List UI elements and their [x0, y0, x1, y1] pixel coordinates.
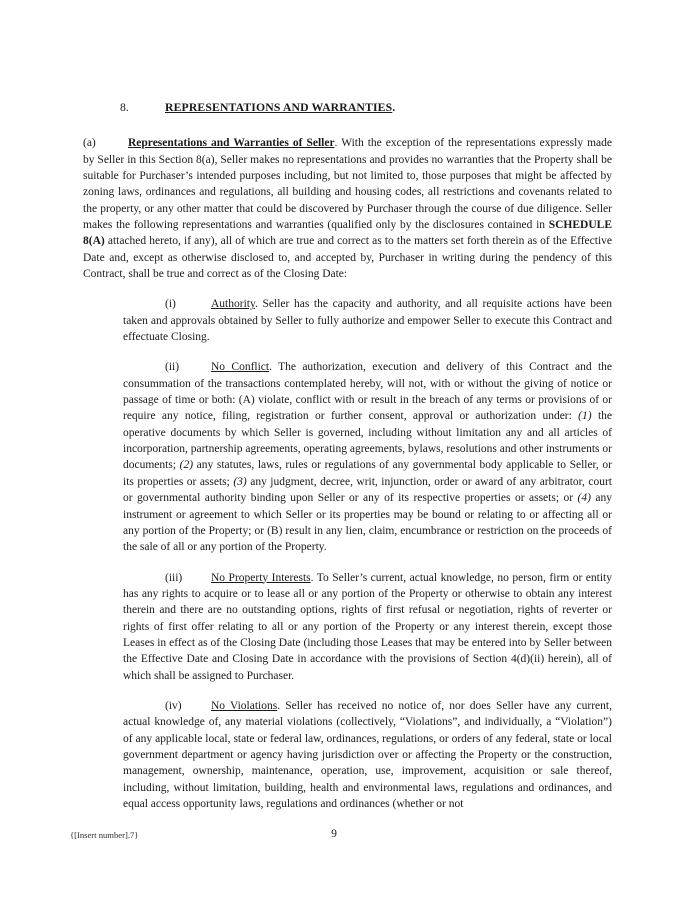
- subsection-ii-body-3: any statutes, laws, rules or regulations of any governmental body applicable to Seller, or its properties or assets;: [123, 459, 612, 488]
- subsection-iii-heading: No Property Interests: [211, 571, 311, 584]
- section-heading: [83, 100, 612, 116]
- subsection-i-body: . Seller has the capacity and authority, and all requisite actions have been taken and approvals obtained by Seller to fully authorize and empower Seller to execute this Contract and effectuate Closing.: [123, 298, 612, 344]
- subsection-ii-body-2: the operative documents by which Seller is governed, including without limitation any and all articles of incorporation, partnership agreements, operating agreements, bylaws, resolutions and other instruments or documents;: [123, 410, 612, 472]
- subsection-iv: [83, 698, 612, 812]
- subsection-ii: [83, 359, 612, 555]
- subsection-ii-item-3: (3): [233, 475, 247, 488]
- subsection-ii-body-5: any instrument or agreement to which Seller or its properties may be bound or relating to or affecting all or any portion of the Property; or (B) result in any lien, claim, encumbrance or restriction on the proceeds of the sale of all or any portion of the Property.: [123, 492, 612, 554]
- subsection-ii-item-1: (1): [578, 410, 592, 423]
- subsection-iv-enumerator: (iv): [165, 699, 182, 712]
- footer-page-number: 9: [331, 827, 337, 840]
- paragraph-a-lead-in: Representations and Warranties of Seller: [128, 137, 335, 150]
- paragraph-a-text-2: attached hereto, if any), all of which are true and correct as to the matters set forth therein as of the Effective Date and, except as otherwise disclosed to, and accepted by, Purchaser in writing during the pendency of this Contract, shall be true and correct as of the Closing Date:: [83, 235, 612, 281]
- subsection-iv-heading: No Violations: [211, 699, 278, 712]
- subsection-iii-enumerator: (iii): [165, 571, 183, 584]
- section-number: 8.: [120, 101, 129, 114]
- subsection-ii-body-4: any judgment, decree, writ, injunction, order or award of any arbitrator, court or governmental authority binding upon Seller or any of its respective properties or assets; or: [123, 475, 612, 505]
- subsection-ii-enumerator: (ii): [165, 361, 180, 374]
- subsection-i-enumerator: (i): [165, 298, 176, 311]
- subsection-iii-body: . To Seller’s current, actual knowledge, no person, firm or entity has any rights to acquire or to lease all or any portion of the Property or otherwise to obtain any interest therein and there are no outstanding options, rights of first refusal or negotiation, rights of reverter or rights of first offer relating to all or any portion of the Property or any interest therein, except those Leases in effect as of the Closing Date (including those Leases that may be entered into by Seller between the Effective Date and Closing Date in accordance with the provisions of Section 4(d)(ii) herein), all of which shall be assigned to Purchaser.: [123, 571, 612, 682]
- section-title: REPRESENTATIONS AND WARRANTIES: [165, 101, 393, 114]
- schedule-reference: SCHEDULE 8(A): [83, 219, 612, 248]
- subsection-i-heading: Authority: [211, 298, 255, 311]
- section-title-period: .: [392, 101, 396, 114]
- subsection-ii-item-2: (2): [179, 459, 194, 472]
- page-footer: [0, 829, 695, 849]
- subsection-iv-body: . Seller has received no notice of, nor does Seller have any current, actual knowledge of, any material violations (collectively, “Violations”, and individually, a “Violation”) of any applicable local, state or federal law, ordinances, regulations, or orders of any federal, state or local government department or agency having jurisdiction over or affecting the Property or the construction, management, ownership, maintenance, operation, use, improvement, acquisition or sale thereof, including, without limitation, building, health and environmental laws, regulations and ordinances, and equal access opportunity laws, regulations and ordinances (whether or not: [123, 699, 612, 811]
- footer-reference: {[Insert number].7}: [70, 830, 139, 840]
- subsection-ii-heading: No Conflict: [211, 361, 270, 374]
- paragraph-a-enumerator: (a): [83, 137, 96, 150]
- subsection-ii-item-4: (4): [577, 492, 591, 505]
- subsection-iii: [83, 570, 612, 684]
- document-body: [83, 100, 612, 826]
- subsection-ii-body-1: . The authorization, execution and delivery of this Contract and the consummation of the transactions contemplated hereby, will not, with or without the giving of notice or passage of time or both: (A) violate, conflict with or result in the breach of any terms or provisions of or require any notice, filing, registration or further consent, approval or authorization under:: [123, 361, 613, 423]
- paragraph-a-text-1: . With the exception of the representations expressly made by Seller in this Section 8(a), Seller makes no representations and provides no warranties that the Property shall be suitable for Purchaser’s intended purposes including, but not limited to, those purposes that might be affected by zoning laws, ordinances and regulations, all building and housing codes, all restrictions and covenants related to the property, or any other matter that could be discovered by Purchaser through the course of due diligence. Seller makes the following representations and warranties (qualified only by the disclosures contained in: [83, 137, 612, 232]
- paragraph-a: [83, 135, 612, 282]
- subsection-i: [83, 296, 612, 345]
